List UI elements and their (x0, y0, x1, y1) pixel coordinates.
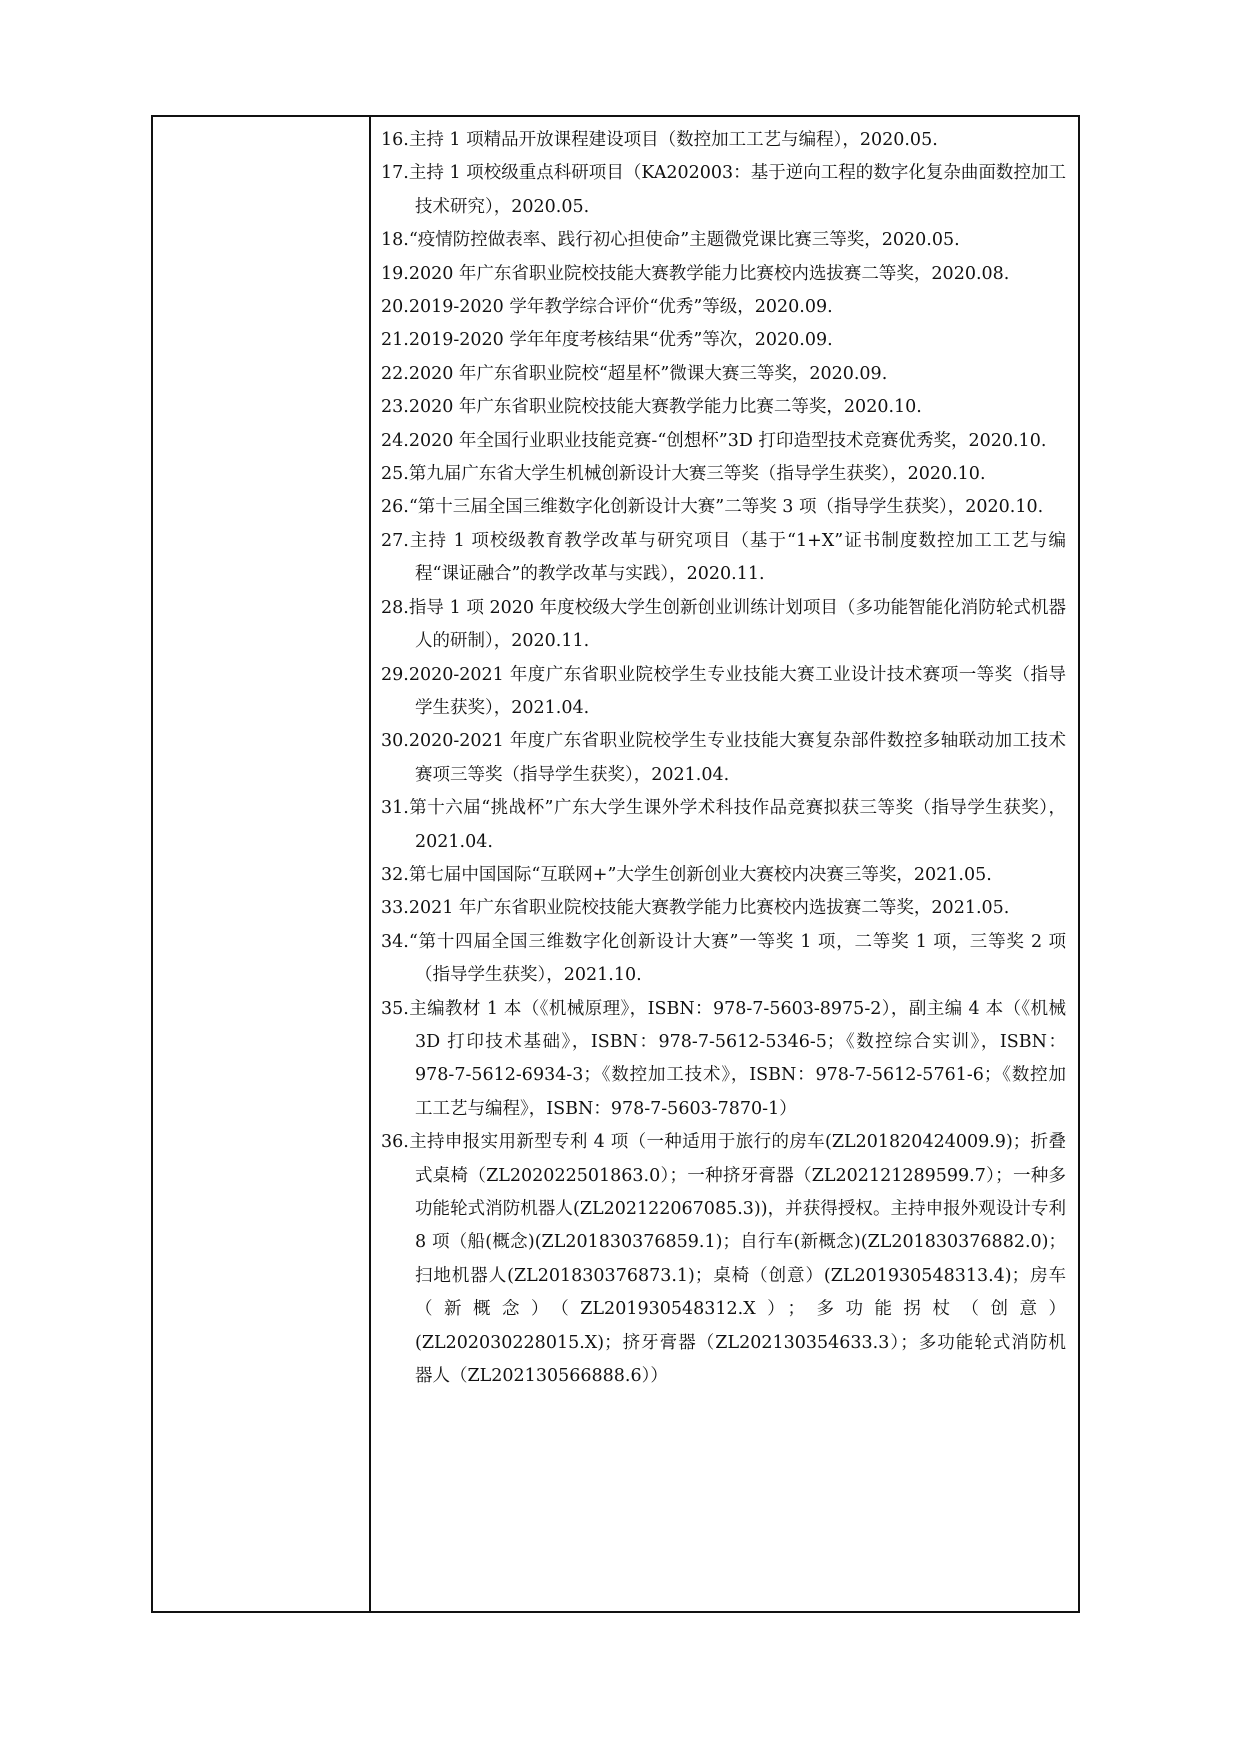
list-item: 35.主编教材 1 本（《机械原理》，ISBN：978-7-5603-8975-2），副主编 4 本（《机械 3D 打印技术基础》，ISBN：978-7-5612-5346-5；《数控综合实训》，ISBN：978-7-5612-6934-3；《数控加工技术》，ISBN：978-7-5612-5761-6；《数控加工工艺与编程》，ISBN：978-7-5603-7870-1） (381, 998, 1066, 1119)
list-item: 22.2020 年广东省职业院校“超星杯”微课大赛三等奖，2020.09. (381, 363, 888, 384)
achievement-list (371, 117, 1078, 1611)
record-table (151, 115, 1080, 1613)
list-item: 21.2019-2020 学年年度考核结果“优秀”等次，2020.09. (381, 330, 833, 351)
list-item: 24.2020 年全国行业职业技能竞赛-“创想杯”3D 打印造型技术竞赛优秀奖，2020.10. (381, 430, 1047, 451)
list-item: 27.主持 1 项校级教育教学改革与研究项目（基于“1+X”证书制度数控加工工艺与编程“课证融合”的教学改革与实践），2020.11. (381, 530, 1066, 585)
list-item: 36.主持申报实用新型专利 4 项（一种适用于旅行的房车(ZL201820424009.9)；折叠式桌椅（ZL202022501863.0）；一种挤牙膏器（ZL202121289599.7）；一种多功能轮式消防机器人(ZL202122067085.3))，并获得授权。主持申报外观设计专利 8 项（船(概念)(ZL201830376859.1)；自行车(新概念)(ZL201830376882.0)；扫地机器人(ZL201830376873.1)；桌椅（创意）(ZL201930548313.4)；房车（新概念）（ZL201930548312.X）；多功能拐杖（创意）(ZL202030228015.X)；挤牙膏器（ZL202130354633.3）；多功能轮式消防机器人（ZL202130566888.6）） (381, 1132, 1066, 1387)
list-item: 31.第十六届“挑战杯”广东大学生课外学术科技作品竞赛拟获三等奖（指导学生获奖），2021.04. (381, 798, 1066, 852)
list-item: 17.主持 1 项校级重点科研项目（KA202003：基于逆向工程的数字化复杂曲面数控加工技术研究），2020.05. (381, 163, 1066, 217)
list-item: 23.2020 年广东省职业院校技能大赛教学能力比赛二等奖，2020.10. (381, 397, 922, 418)
list-item: 32.第七届中国国际“互联网+”大学生创新创业大赛校内决赛三等奖，2021.05. (381, 864, 992, 885)
label-cell (153, 117, 371, 1611)
list-item: 30.2020-2021 年度广东省职业院校学生专业技能大赛复杂部件数控多轴联动加工技术赛项三等奖（指导学生获奖），2021.04. (381, 731, 1066, 785)
list-item: 16.主持 1 项精品开放课程建设项目（数控加工工艺与编程），2020.05. (381, 130, 938, 150)
list-item: 26.“第十三届全国三维数字化创新设计大赛”二等奖 3 项（指导学生获奖），2020.10. (381, 497, 1044, 518)
list-item: 20.2019-2020 学年教学综合评价“优秀”等级，2020.09. (381, 297, 833, 318)
list-item: 18.“疫情防控做表率、践行初心担使命”主题微党课比赛三等奖，2020.05. (381, 230, 960, 251)
list-item: 33.2021 年广东省职业院校技能大赛教学能力比赛校内选拔赛二等奖，2021.05. (381, 898, 1010, 919)
list-item: 19.2020 年广东省职业院校技能大赛教学能力比赛校内选拔赛二等奖，2020.08. (381, 263, 1010, 284)
list-item: 29.2020-2021 年度广东省职业院校学生专业技能大赛工业设计技术赛项一等奖（指导学生获奖），2021.04. (381, 664, 1066, 718)
list-item: 25.第九届广东省大学生机械创新设计大赛三等奖（指导学生获奖），2020.10. (381, 464, 986, 485)
list-item: 34.“第十四届全国三维数字化创新设计大赛”一等奖 1 项，二等奖 1 项，三等奖 2 项（指导学生获奖），2021.10. (381, 931, 1066, 986)
list-item: 28.指导 1 项 2020 年度校级大学生创新创业训练计划项目（多功能智能化消防轮式机器人的研制），2020.11. (381, 597, 1066, 652)
